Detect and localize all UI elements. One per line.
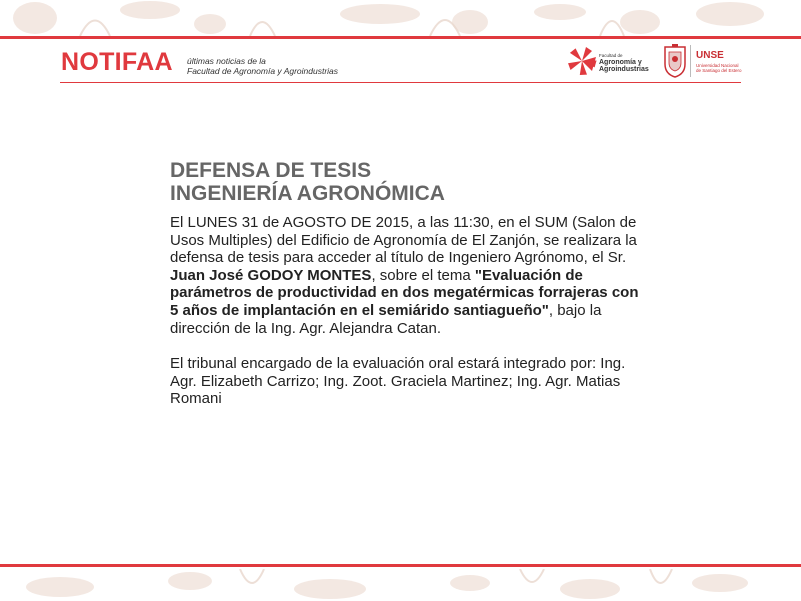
faculty-name-line-2: Agroindustrias bbox=[599, 66, 649, 73]
bottom-red-rule bbox=[0, 564, 801, 567]
tagline-line-1: últimas noticias de la bbox=[187, 56, 266, 66]
paragraph-1-closing: , bajo la dirección de la Ing. Agr. Alejandra Catan. bbox=[170, 301, 602, 337]
decorative-footer-background bbox=[0, 569, 801, 601]
article-title-line-2: INGENIERÍA AGRONÓMICA bbox=[170, 182, 445, 205]
article-paragraph-1 bbox=[170, 214, 640, 337]
university-name-line-1: Universidad Nacional bbox=[696, 63, 739, 68]
faculty-pinwheel-icon bbox=[566, 45, 598, 77]
student-name: Juan José GODOY MONTES bbox=[170, 266, 372, 284]
university-name-line-2: de Santiago del Estero bbox=[696, 68, 742, 73]
header-underline bbox=[60, 82, 741, 83]
newsletter-header bbox=[0, 39, 801, 83]
thesis-topic: "Evaluación de parámetros de productividad en dos megatérmicas forrajeras con 5 años de implantación en el semiárido santiagueño" bbox=[170, 266, 639, 319]
tagline-line-2: Facultad de Agronomía y Agroindustrias bbox=[187, 66, 339, 76]
university-name bbox=[696, 63, 742, 73]
article-title-line-1: DEFENSA DE TESIS bbox=[170, 159, 372, 182]
university-crest-icon bbox=[662, 44, 688, 78]
brand-tagline bbox=[187, 56, 338, 76]
faculty-logo-text bbox=[599, 53, 649, 73]
article-paragraph-2: El tribunal encargado de la evaluación oral estará integrado por: Ing. Agr. Elizabeth Carrizo; Ing. Zoot. Graciela Martinez; Ing. Agr. Matias Romani bbox=[170, 355, 626, 408]
brand-title: NOTIFAA bbox=[61, 48, 173, 76]
paragraph-1-connector: , sobre el tema bbox=[371, 266, 475, 284]
faculty-small-label: Facultad de bbox=[599, 53, 623, 58]
paragraph-1-intro: El LUNES 31 de AGOSTO DE 2015, a las 11:30, en el SUM (Salon de Usos Multiples) del Edificio de Agronomía de El Zanjón, se realizara la defensa de tesis para acceder al título de Ingeniero Agrónomo, el Sr. bbox=[170, 214, 637, 267]
logo-separator bbox=[690, 45, 691, 77]
university-acronym: UNSE bbox=[696, 50, 724, 61]
article-title bbox=[170, 159, 640, 205]
decorative-header-background bbox=[0, 0, 801, 36]
faculty-name-line-1: Agronomía y bbox=[599, 59, 642, 66]
article bbox=[170, 159, 640, 408]
article-body bbox=[170, 214, 640, 408]
